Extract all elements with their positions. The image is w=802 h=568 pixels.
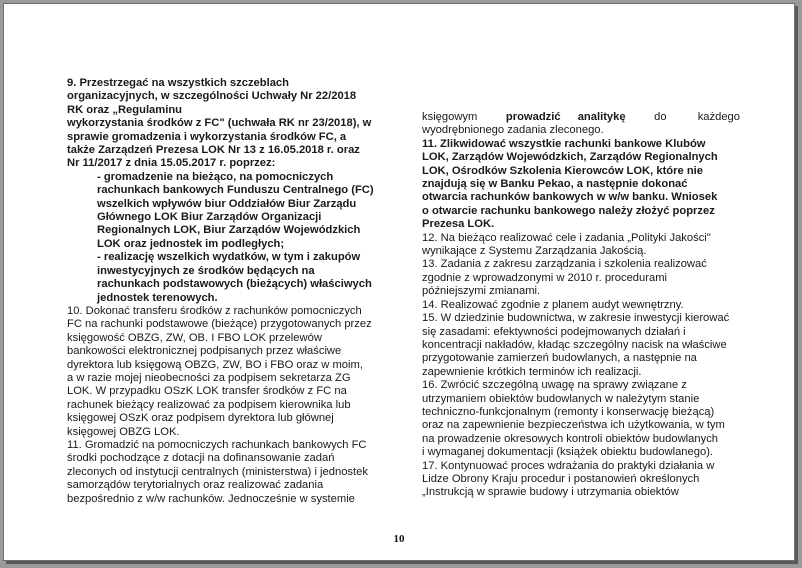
text-line: utrzymaniem obiektów budowlanych w należytym stanie <box>422 392 700 405</box>
section-11b <box>422 138 740 232</box>
text-line: LOK, Zarządów Wojewódzkich, Zarządów Regionalnych <box>422 151 718 164</box>
text-line: zleconych od instytucji centralnych (ministerstwa) i jednostek <box>67 465 368 478</box>
text-line: RK oraz „Regulaminu <box>67 103 182 116</box>
text-line: jednostek terenowych. <box>97 291 218 304</box>
text-line: techniczno-funkcjonalnym (remonty i konserwację bieżącą) <box>422 405 715 418</box>
text-line: „Instrukcją w sprawie budowy i utrzymania obiektów <box>422 486 679 499</box>
text-line: 16. Zwrócić szczególną uwagę na sprawy związane z <box>422 379 687 392</box>
page-number: 10 <box>393 533 405 545</box>
text-line: wynikające z Systemu Zarządzania Jakością. <box>422 245 647 258</box>
text-line: 17. Kontynuować proces wdrażania do praktyki działania w <box>422 459 715 472</box>
text-line: 11. Zlikwidować wszystkie rachunki bankowe Klubów <box>422 137 706 150</box>
text-line: 10. Dokonać transferu środków z rachunków pomocniczych <box>67 304 362 317</box>
text-line: Głównego LOK Biur Zarządów Organizacji <box>97 211 322 224</box>
text-line: Nr 11/2017 z dnia 15.05.2017 r. poprzez: <box>67 157 276 170</box>
text-line: organizacyjnych, w szczególności Uchwały Nr 22/2018 <box>67 90 357 103</box>
text-line: 13. Zadania z zakresu zarządzania i szkolenia realizować <box>422 258 707 271</box>
text-line: zapewnienie krótkich terminów ich realizacji. <box>422 365 642 378</box>
text-line: wyodrębnionego zadania zleconego. <box>422 124 604 137</box>
text-line: i wymaganej dokumentacji (książek obiektu budowlanego). <box>422 446 714 459</box>
text-line: środki pochodzące z dotacji na dofinansowanie zadań <box>67 452 335 465</box>
section-10 <box>67 305 394 439</box>
section-11-continued <box>422 111 740 138</box>
text-line: 15. W dziedzinie budownictwa, w zakresie inwestycji kierować <box>422 312 730 325</box>
text-line: FC na rachunki podstawowe (bieżące) przygotowanych przez <box>67 318 372 331</box>
section-9a <box>67 171 394 251</box>
section-9 <box>67 77 394 171</box>
text-line: późniejszymi zmianami. <box>422 285 541 298</box>
text-fragment: do każdego <box>654 111 740 123</box>
right-column <box>422 4 740 500</box>
text-fragment-bold: prowadzić analitykę <box>505 111 626 123</box>
document-page <box>3 3 795 561</box>
section-16 <box>422 379 740 459</box>
text-line: - realizację wszelkich wydatków, w tym i zakupów <box>97 251 361 264</box>
section-11 <box>67 439 394 506</box>
text-line: LOK. W przypadku OSzK LOK transfer środków z FC na <box>67 385 347 398</box>
text-line: o otwarcie rachunku bankowego należy złożyć poprzez <box>422 204 715 217</box>
text-line: bankowości elektronicznej podpisanych przez właściwe <box>67 345 342 358</box>
text-line: rachunkach podstawowych (bieżących) właściwych <box>97 278 372 291</box>
text-line: 11. Gromadzić na pomocniczych rachunkach bankowych FC <box>67 438 367 451</box>
section-14 <box>422 299 740 312</box>
text-line: dyrektora lub księgową OBZG, ZW, BO i FBO oraz w moim, <box>67 358 363 371</box>
text-line: samorządów terytorialnych oraz realizować zadania <box>67 479 324 492</box>
section-9b <box>67 251 394 305</box>
section-12 <box>422 232 740 259</box>
left-column <box>67 4 394 506</box>
text-line: się zasadami: efektywności podejmowanych działań i <box>422 325 686 338</box>
text-line: także Zarządzeń Prezesa LOK Nr 13 z 16.05.2018 r. oraz <box>67 144 360 157</box>
text-line: Regionalnych LOK, Biur Zarządów Wojewódzkich <box>97 224 361 237</box>
text-line: przygotowanie zamierzeń budowlanych, a następnie na <box>422 352 697 365</box>
text-line: znajdują się w Banku Pekao, a następnie dokonać <box>422 178 688 191</box>
text-line: - gromadzenie na bieżąco, na pomocniczych <box>97 170 334 183</box>
text-line: księgowej OBZG LOK. <box>67 425 180 438</box>
text-line: oraz na zapewnienie bezpieczeństwa ich użytkowania, w tym <box>422 419 725 432</box>
text-line: sprawie gromadzenia i wykorzystania środków FC, a <box>67 130 347 143</box>
text-line: a w razie mojej nieobecności za podpisem sekretarza ZG <box>67 371 351 384</box>
text-line: księgowej OSzK oraz podpisem dyrektora lub głównej <box>67 412 334 425</box>
text-line: 12. Na bieżąco realizować cele i zadania „Polityki Jakości" <box>422 231 711 244</box>
text-line: księgowość OBZG, ZW, OB. I FBO LOK przelewów <box>67 331 322 344</box>
text-line: Lidze Obrony Kraju procedur i postanowień określonych <box>422 472 700 485</box>
text-line: 9. Przestrzegać na wszystkich szczeblach <box>67 77 289 89</box>
text-line <box>422 111 740 124</box>
text-line: wykorzystania środków z FC" (uchwała RK nr 23/2018), w <box>67 117 372 130</box>
text-line: otwarcia rachunków bankowych w w/w banku. Wniosek <box>422 191 718 204</box>
text-line: rachunkach bankowych Funduszu Centralnego (FC) <box>97 184 374 197</box>
text-line: LOK, Ośrodków Szkolenia Kierowców LOK, które nie <box>422 164 703 177</box>
text-line: 14. Realizować zgodnie z planem audyt wewnętrzny. <box>422 298 684 311</box>
text-line: inwestycyjnych ze środków będących na <box>97 264 315 277</box>
text-fragment: księgowym <box>422 111 478 123</box>
section-15 <box>422 312 740 379</box>
text-line: zgodnie z wprowadzonymi w 2010 r. procedurami <box>422 271 668 284</box>
text-line: Prezesa LOK. <box>422 218 495 231</box>
section-17 <box>422 460 740 500</box>
text-line: wszelkich wpływów biur Oddziałów Biur Zarządu <box>97 197 357 210</box>
text-line: koncentracji nakładów, kładąc szczególny nacisk na właściwe <box>422 338 727 351</box>
text-line: bezpośrednio z w/w rachunków. Jednocześnie w systemie <box>67 492 355 505</box>
text-line: rachunek bieżący realizować za podpisem kierownika lub <box>67 398 351 411</box>
section-13 <box>422 258 740 298</box>
text-line: LOK oraz jednostek im podległych; <box>97 237 285 250</box>
text-line: na prowadzenie okresowych kontroli obiektów budowlanych <box>422 432 719 445</box>
